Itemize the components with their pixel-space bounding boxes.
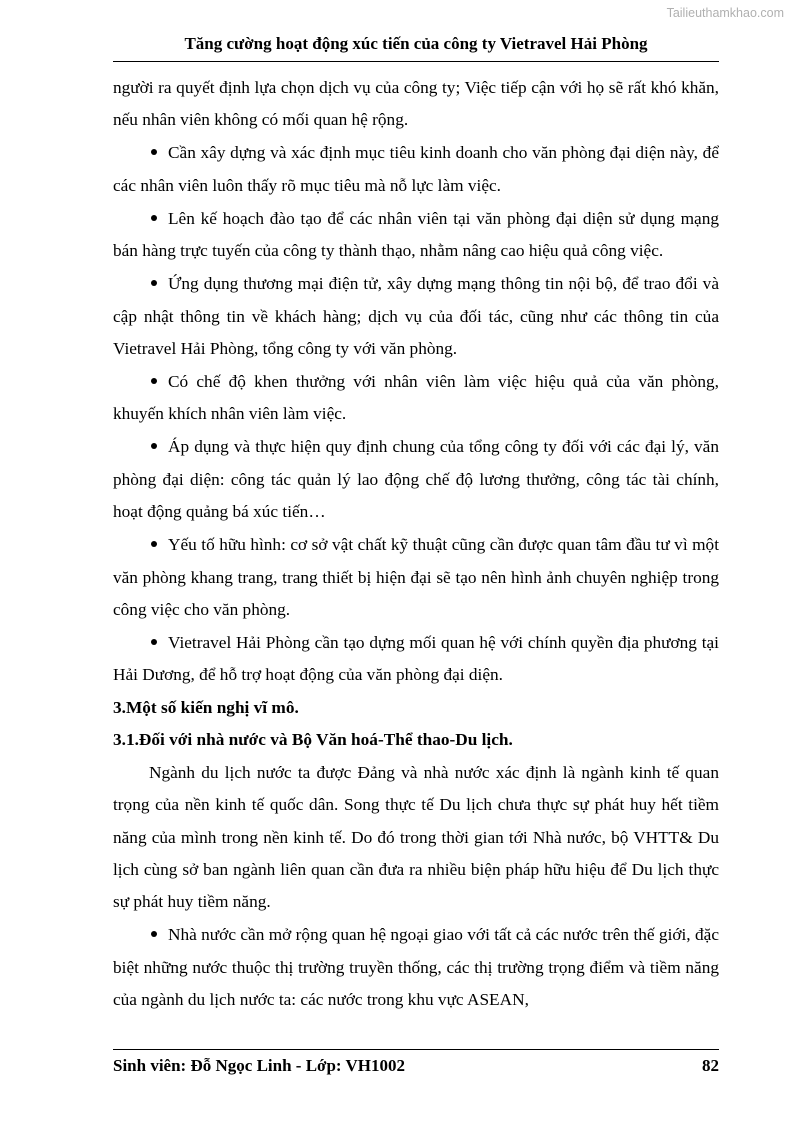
watermark: Tailieuthamkhao.com [666, 6, 784, 20]
bullet-icon [151, 280, 157, 286]
bullet-icon [151, 215, 157, 221]
bullet-icon [151, 149, 157, 155]
bullet-text: Cần xây dựng và xác định mục tiêu kinh doanh cho văn phòng đại diện này, để các nhân viên luôn thấy rõ mục tiêu mà nỗ lực làm việc. [113, 143, 719, 195]
bullet-item [113, 529, 719, 626]
bullet-icon [151, 378, 157, 384]
header-divider [113, 61, 719, 62]
bullet-text: Ứng dụng thương mại điện tử, xây dựng mạng thông tin nội bộ, để trao đổi và cập nhật thông tin về khách hàng; dịch vụ của đối tác, cũng như các thông tin của Vietravel Hải Phòng, tổng công ty với văn phòng. [113, 274, 719, 359]
subsection-heading: 3.1.Đối với nhà nước và Bộ Văn hoá-Thể thao-Du lịch. [113, 730, 513, 750]
bullet-item [113, 137, 719, 202]
bullet-text: Nhà nước cần mở rộng quan hệ ngoại giao với tất cả các nước trên thế giới, đặc biệt những nước thuộc thị trường truyền thống, các thị trường trọng điểm và tiềm năng của ngành du lịch nước ta: các nước trong khu vực ASEAN, [113, 925, 719, 1010]
bullet-text: Yếu tố hữu hình: cơ sở vật chất kỹ thuật cũng cần được quan tâm đầu tư vì một văn phòng khang trang, trang thiết bị hiện đại sẽ tạo nên hình ảnh chuyên nghiệp trong công việc cho văn phòng. [113, 535, 719, 620]
bullet-item [113, 919, 719, 1016]
bullet-item [113, 268, 719, 365]
bullet-icon [151, 931, 157, 937]
bullet-item [113, 203, 719, 268]
footer-student-info: Sinh viên: Đỗ Ngọc Linh - Lớp: VH1002 [113, 1056, 406, 1075]
bullet-text: Áp dụng và thực hiện quy định chung của tổng công ty đối với các đại lý, văn phòng đại diện: công tác quản lý lao động chế độ lương thưởng, công tác tài chính, hoạt động quảng bá xúc tiến… [113, 437, 719, 522]
bullet-item [113, 366, 719, 431]
page-body [113, 72, 719, 1017]
bullet-icon [151, 443, 157, 449]
page-header-title: Tăng cường hoạt động xúc tiến của công ty Vietravel Hải Phòng [184, 34, 648, 53]
page-number: 82 [702, 1056, 719, 1075]
paragraph-continuation: người ra quyết định lựa chọn dịch vụ của công ty; Việc tiếp cận với họ sẽ rất khó khăn, nếu nhân viên không có mối quan hệ rộng. [113, 78, 719, 130]
section-heading: 3.Một số kiến nghị vĩ mô. [113, 697, 299, 717]
bullet-item [113, 627, 719, 692]
bullet-item [113, 431, 719, 528]
footer-divider [113, 1049, 719, 1050]
bullet-icon [151, 541, 157, 547]
paragraph: Ngành du lịch nước ta được Đảng và nhà nước xác định là ngành kinh tế quan trọng của nền kinh tế quốc dân. Song thực tế Du lịch chưa thực sự phát huy hết tiềm năng của mình trong nền kinh tế. Do đó trong thời gian tới Nhà nước, bộ VHTT& Du lịch cùng sở ban ngành liên quan cần đưa ra nhiều biện pháp hữu hiệu để Du lịch thực sự phát huy tiềm năng. [113, 762, 719, 912]
bullet-text: Lên kế hoạch đào tạo để các nhân viên tại văn phòng đại diện sử dụng mạng bán hàng trực tuyến của công ty thành thạo, nhằm nâng cao hiệu quả công việc. [113, 208, 719, 261]
bullet-icon [151, 639, 157, 645]
bullet-text: Vietravel Hải Phòng cần tạo dựng mối quan hệ với chính quyền địa phương tại Hải Dương, để hỗ trợ hoạt động của văn phòng đại diện. [113, 633, 719, 685]
bullet-text: Có chế độ khen thưởng với nhân viên làm việc hiệu quả của văn phòng, khuyến khích nhân viên làm việc. [113, 372, 719, 424]
